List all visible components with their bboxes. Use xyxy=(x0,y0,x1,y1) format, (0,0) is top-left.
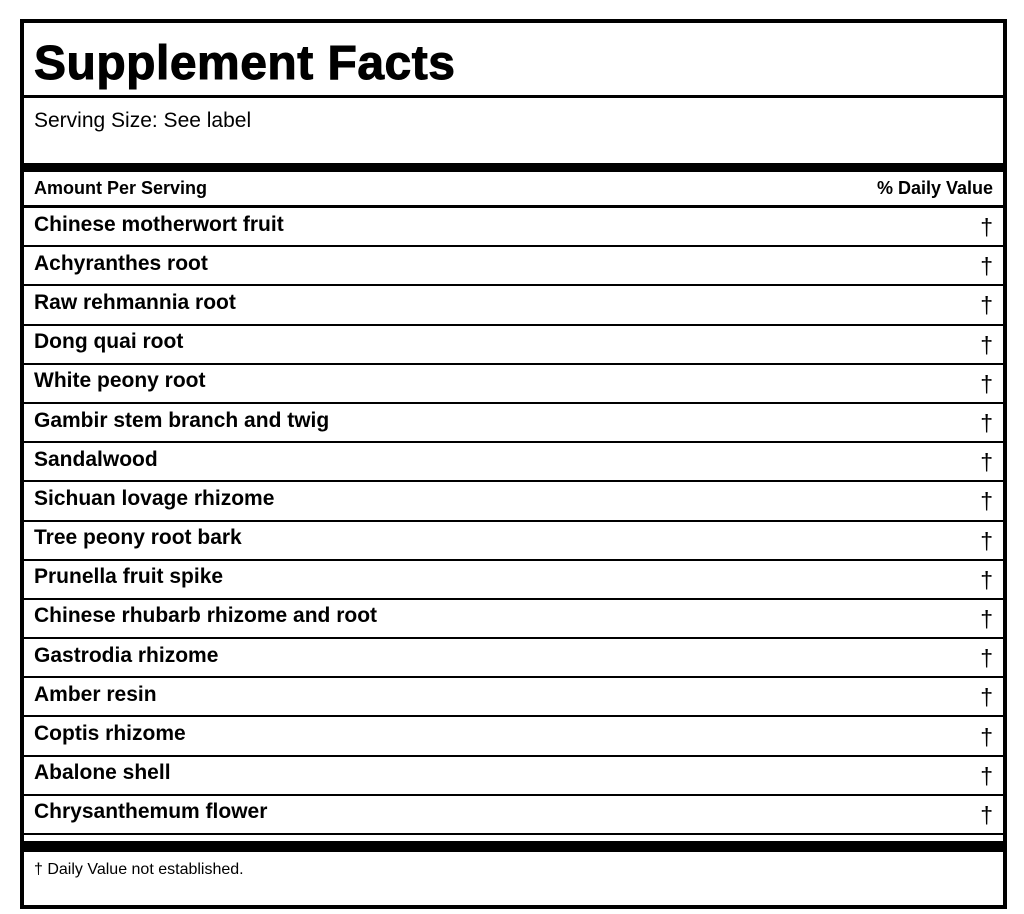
ingredient-row xyxy=(24,796,1003,835)
daily-value-mark: † xyxy=(980,488,993,515)
daily-value-mark: † xyxy=(980,370,993,397)
ingredient-name: Raw rehmannia root xyxy=(34,290,236,314)
ingredient-row xyxy=(24,404,1003,443)
daily-value-mark: † xyxy=(980,684,993,711)
ingredient-row xyxy=(24,326,1003,365)
ingredient-name: White peony root xyxy=(34,369,206,393)
daily-value-mark: † xyxy=(980,527,993,554)
daily-value-mark: † xyxy=(980,410,993,437)
column-header-row xyxy=(24,172,1003,208)
ingredient-name: Sichuan lovage rhizome xyxy=(34,486,275,510)
ingredient-name: Dong quai root xyxy=(34,330,184,354)
ingredient-row xyxy=(24,443,1003,482)
panel-title: Supplement Facts xyxy=(24,23,1003,98)
daily-value-mark: † xyxy=(980,605,993,632)
ingredient-name: Gambir stem branch and twig xyxy=(34,408,330,432)
ingredient-row xyxy=(24,639,1003,678)
daily-value-mark: † xyxy=(980,566,993,593)
daily-value-mark: † xyxy=(980,253,993,280)
thick-divider xyxy=(24,841,1003,852)
ingredient-name: Chinese rhubarb rhizome and root xyxy=(34,604,378,628)
ingredient-row xyxy=(24,600,1003,639)
ingredient-name: Coptis rhizome xyxy=(34,722,186,746)
daily-value-header: % Daily Value xyxy=(876,178,993,198)
ingredient-name: Sandalwood xyxy=(34,447,158,471)
daily-value-mark: † xyxy=(980,214,993,241)
daily-value-mark: † xyxy=(980,801,993,828)
daily-value-mark: † xyxy=(980,331,993,358)
ingredient-row xyxy=(24,208,1003,247)
ingredient-row xyxy=(24,717,1003,756)
ingredient-row xyxy=(24,482,1003,521)
ingredient-row xyxy=(24,365,1003,404)
ingredient-name: Gastrodia rhizome xyxy=(34,643,219,667)
ingredient-name: Chinese motherwort fruit xyxy=(34,212,284,236)
ingredient-name: Abalone shell xyxy=(34,761,171,785)
ingredient-row xyxy=(24,286,1003,325)
daily-value-mark: † xyxy=(980,645,993,672)
ingredient-name: Prunella fruit spike xyxy=(34,565,224,589)
supplement-facts-panel xyxy=(20,19,1007,909)
ingredient-row xyxy=(24,247,1003,286)
ingredient-row xyxy=(24,561,1003,600)
ingredient-name: Achyranthes root xyxy=(34,251,208,275)
ingredient-list xyxy=(24,208,1003,835)
footnote: † Daily Value not established. xyxy=(34,861,244,878)
ingredient-name: Tree peony root bark xyxy=(34,526,242,550)
ingredient-row xyxy=(24,522,1003,561)
ingredient-row xyxy=(24,757,1003,796)
daily-value-mark: † xyxy=(980,723,993,750)
serving-size: Serving Size: See label xyxy=(24,98,1003,172)
daily-value-mark: † xyxy=(980,762,993,789)
ingredient-name: Amber resin xyxy=(34,682,157,706)
ingredient-name: Chrysanthemum flower xyxy=(34,800,268,824)
daily-value-mark: † xyxy=(980,292,993,319)
amount-per-serving-header: Amount Per Serving xyxy=(34,178,208,198)
daily-value-mark: † xyxy=(980,449,993,476)
ingredient-row xyxy=(24,678,1003,717)
